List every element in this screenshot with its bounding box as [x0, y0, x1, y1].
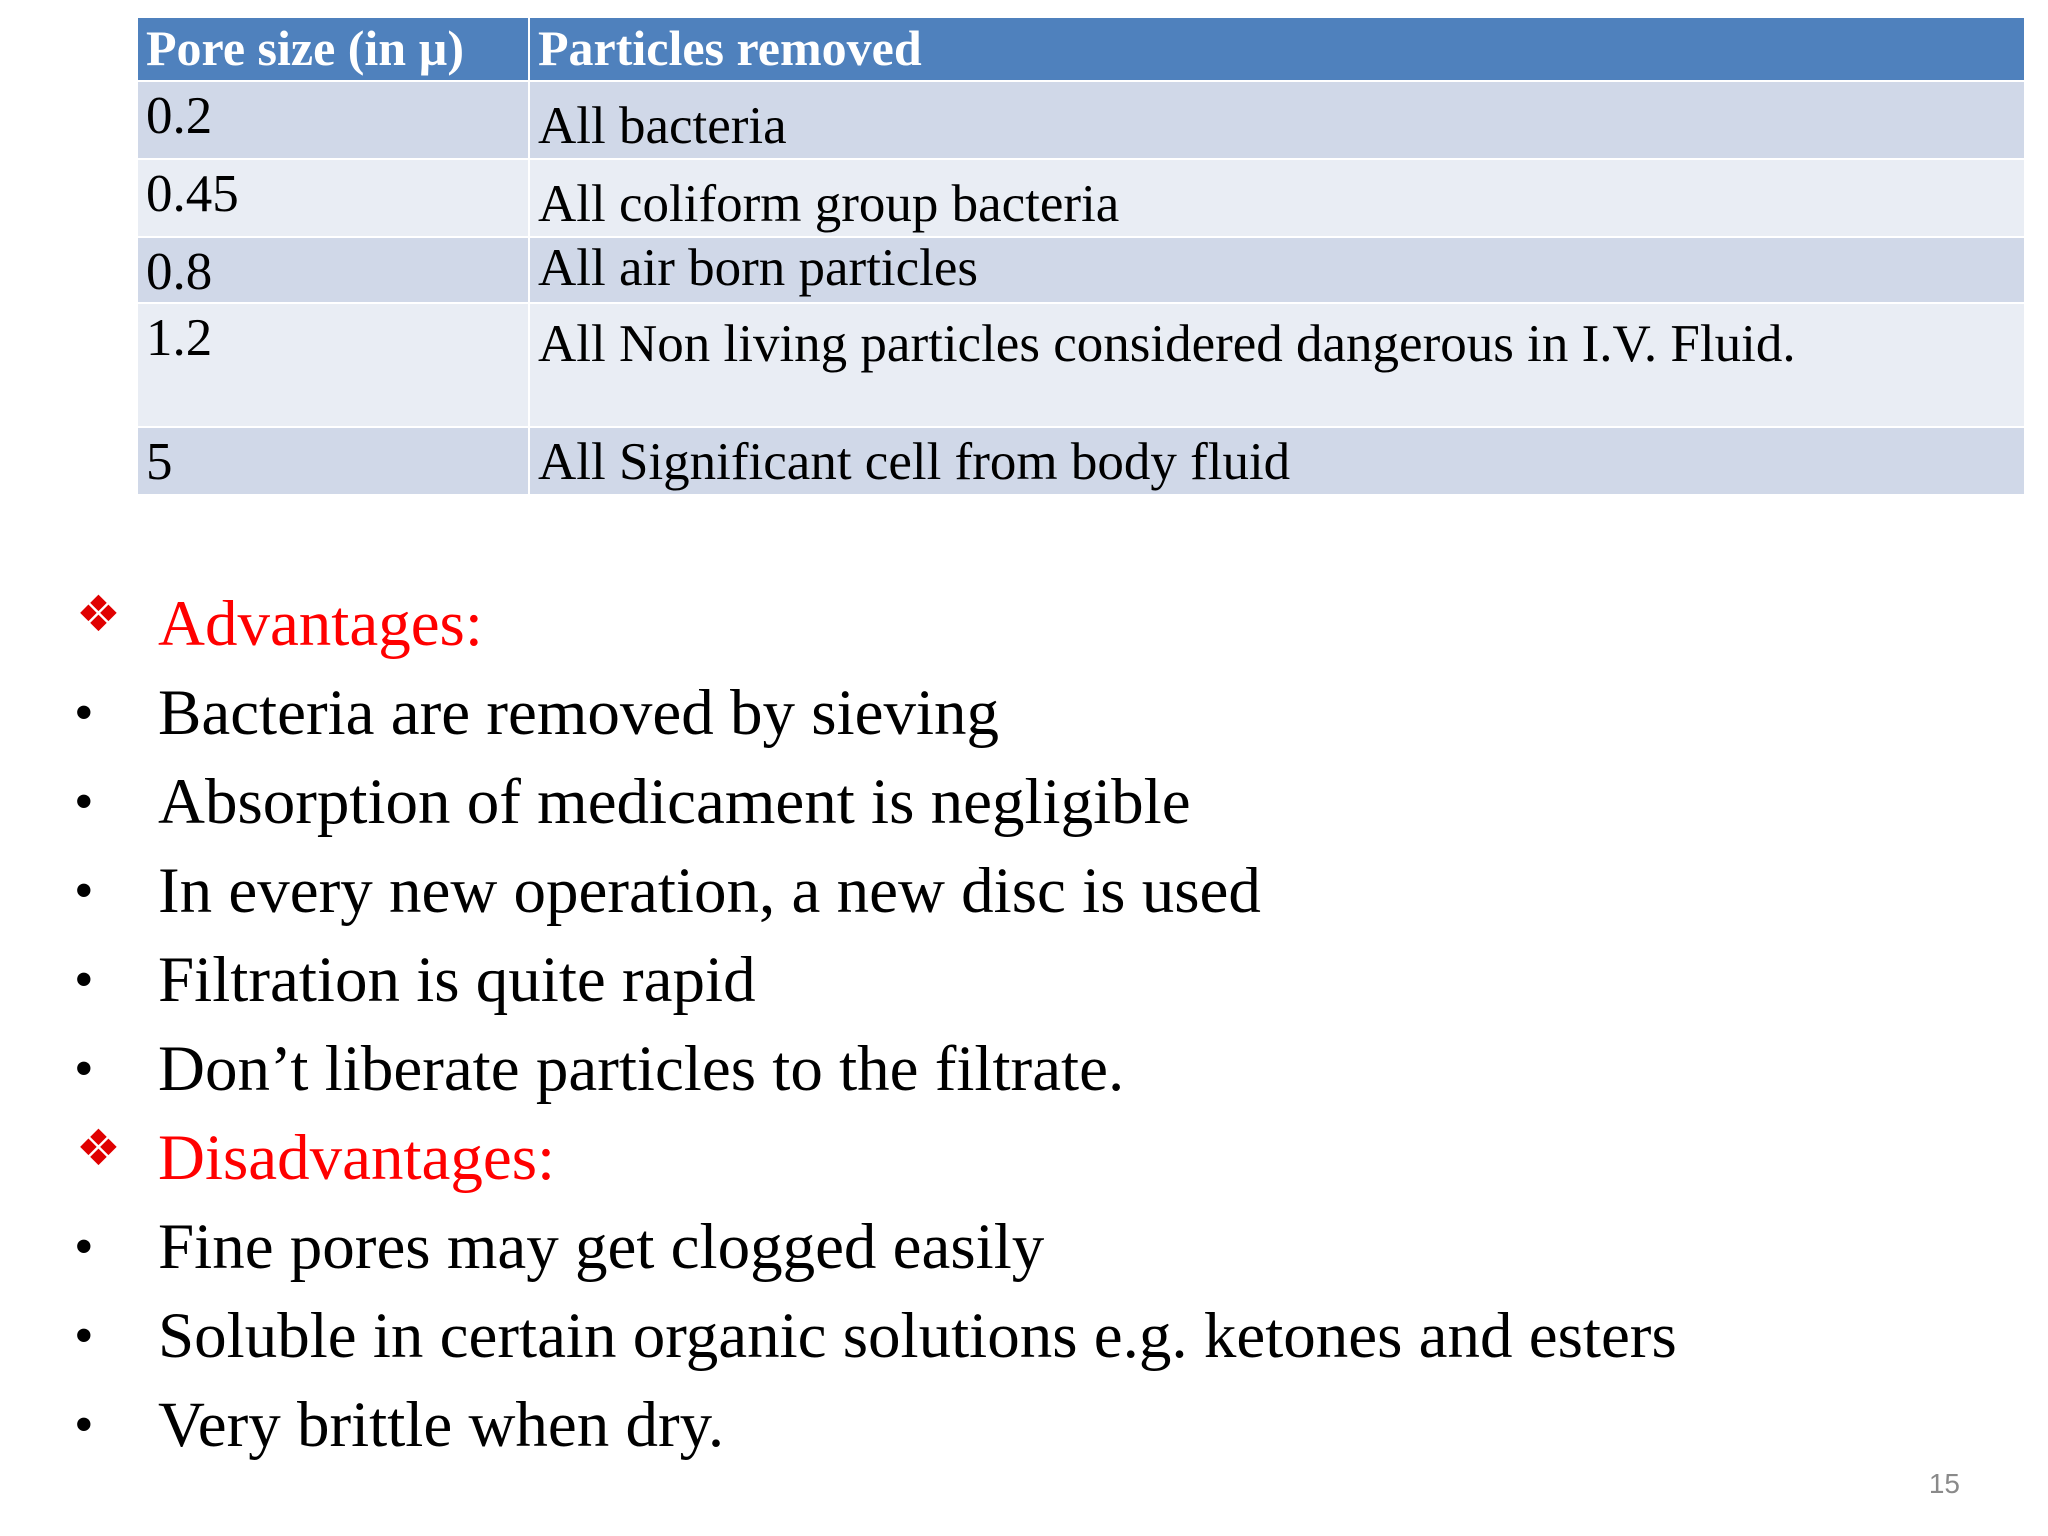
bullet-icon: • [74, 771, 94, 833]
list-item-text: Soluble in certain organic solutions e.g. ketones and esters [158, 1300, 1677, 1372]
list-item-text: Don’t liberate particles to the filtrate. [158, 1033, 1125, 1105]
list-item [74, 669, 1974, 758]
bullet-icon: • [74, 860, 94, 922]
heading-text: Advantages: [158, 588, 483, 660]
heading-text: Disadvantages: [158, 1122, 556, 1194]
list-item [74, 847, 1974, 936]
table-row [137, 159, 2025, 237]
list-item [74, 1025, 1974, 1114]
list-item [74, 1381, 1974, 1470]
list-item-text: Absorption of medicament is negligible [158, 766, 1191, 838]
particles-cell: All Significant cell from body fluid [529, 427, 2025, 495]
particles-cell: All bacteria [529, 81, 2025, 159]
pore-size-cell: 5 [137, 427, 529, 495]
pore-size-cell: 0.8 [137, 237, 529, 303]
particles-cell: All coliform group bacteria [529, 159, 2025, 237]
table-row [137, 303, 2025, 427]
pore-size-cell: 1.2 [137, 303, 529, 427]
list-item [74, 1292, 1974, 1381]
list-item-text: Fine pores may get clogged easily [158, 1211, 1045, 1283]
bullet-icon: • [74, 1394, 94, 1456]
disadvantages-heading [74, 1114, 1974, 1203]
header-pore-size: Pore size (in µ) [137, 17, 529, 81]
bullet-icon: • [74, 949, 94, 1011]
list-item [74, 936, 1974, 1025]
list-item-text: Very brittle when dry. [158, 1389, 725, 1461]
bullet-icon: • [74, 1038, 94, 1100]
table-header-row [137, 17, 2025, 81]
list-item [74, 1203, 1974, 1292]
page-number: 15 [1928, 1468, 1960, 1499]
diamond-bullet-icon: ❖ [76, 585, 121, 643]
particles-cell: All air born particles [529, 237, 2025, 303]
bullet-icon: • [74, 682, 94, 744]
list-item [74, 758, 1974, 847]
table-row [137, 81, 2025, 159]
list-item-text: Filtration is quite rapid [158, 944, 756, 1016]
table-row [137, 427, 2025, 495]
table-row [137, 237, 2025, 303]
pore-size-cell: 0.2 [137, 81, 529, 159]
bullet-icon: • [74, 1216, 94, 1278]
header-particles-removed: Particles removed [529, 17, 2025, 81]
diamond-bullet-icon: ❖ [76, 1119, 121, 1177]
advantages-heading [74, 580, 1974, 669]
pore-size-cell: 0.45 [137, 159, 529, 237]
pore-size-table [136, 16, 2026, 496]
particles-cell: All Non living particles considered dangerous in I.V. Fluid. [529, 303, 2025, 427]
bullet-icon: • [74, 1305, 94, 1367]
list-item-text: Bacteria are removed by sieving [158, 677, 1000, 749]
list-item-text: In every new operation, a new disc is used [158, 855, 1261, 927]
pros-cons-list [74, 580, 1974, 1470]
